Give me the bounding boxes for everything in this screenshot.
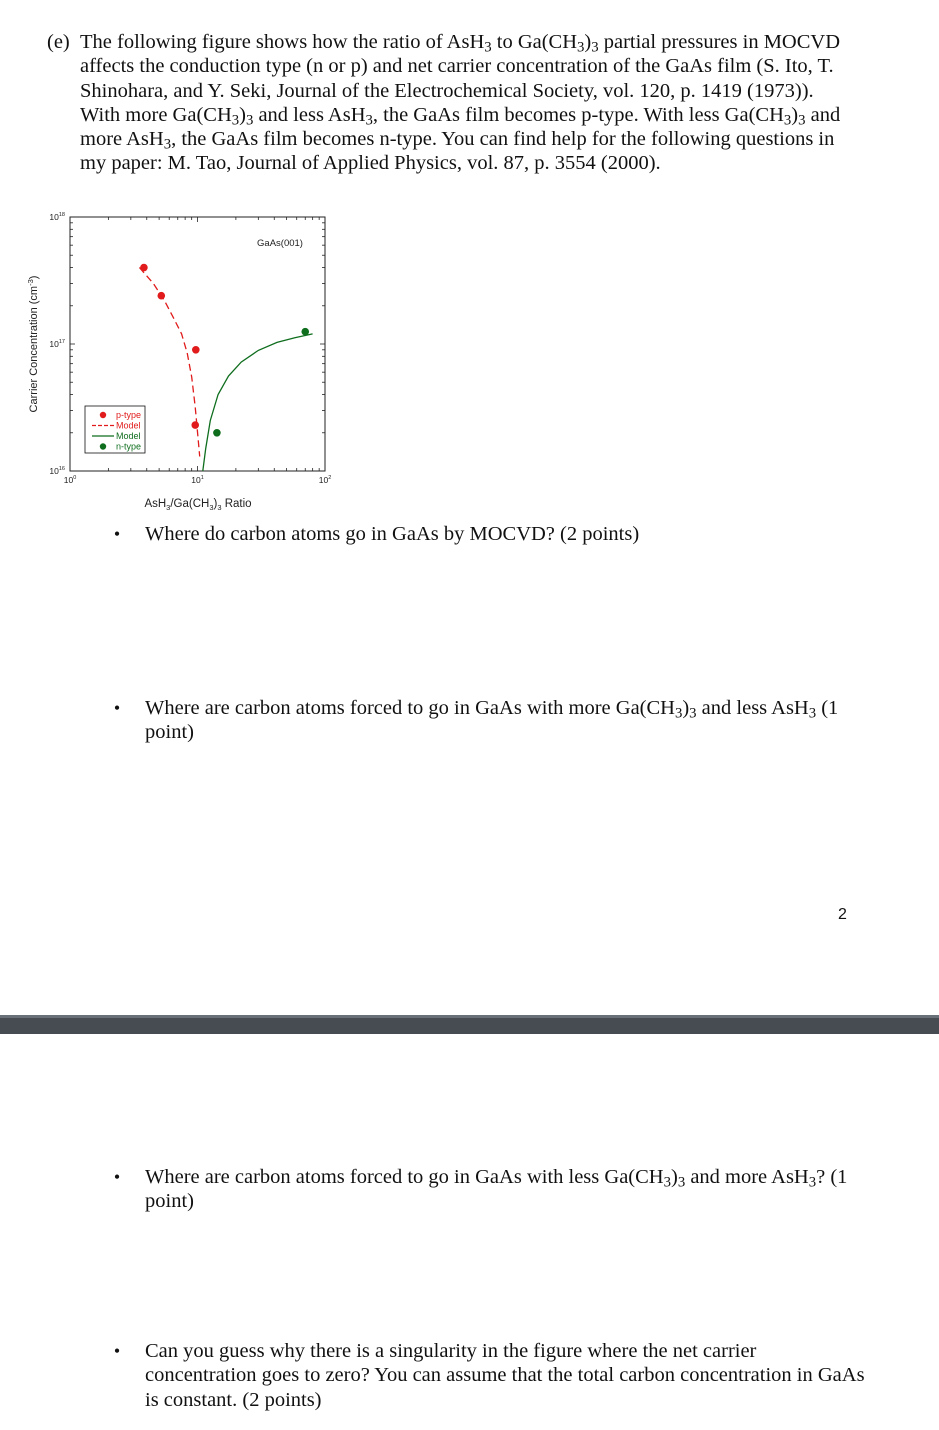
legend-marker <box>100 443 106 449</box>
x-axis-label: $AsH_3/Ga(CH_3)_3$ Ratio <box>144 498 252 512</box>
page-separator <box>0 1015 939 1034</box>
question-text: Where do carbon atoms go in GaAs by MOCVD? (2 points) <box>145 523 640 545</box>
chart-svg <box>0 200 360 520</box>
problem-body: The following figure shows how the ratio of AsH$_3$ to $Ga(CH_3)_3$ partial pressures in MOCVD affects the conduction type (n or p) and net carrier concentration of the GaAs film (S. Ito, T. Shinohara, and Y. Seki, Journal of the Electrochemical Society, vol. 120, p. 1419 (1973)). With more $Ga(CH_3)_3$ and less AsH$_3$, the GaAs film becomes p-type. With less $Ga(CH_3)_3$ and more AsH$_3$, the GaAs film becomes n-type. You can find help for the following questions in my paper: M. Tao, Journal of Applied Physics, vol. 87, p. 3554 (2000). <box>80 31 841 175</box>
question-item <box>112 1339 872 1412</box>
data-point-p-type <box>140 264 148 272</box>
legend-label: p-type <box>116 410 142 420</box>
bullet-point: • <box>113 1167 121 1187</box>
question-text: Where are carbon atoms forced to go in GaAs with more $Ga(CH_3)_3$ and less AsH$_3$ (1 point) <box>145 697 839 744</box>
legend-marker <box>100 412 106 418</box>
question-item <box>112 522 872 546</box>
question-text: Where are carbon atoms forced to go in GaAs with less $Ga(CH_3)_3$ and more AsH$_3$? (1 point) <box>145 1166 848 1213</box>
question-text: Can you guess why there is a singularity in the figure where the net carrier concentration goes to zero? You can assume that the total carbon concentration in GaAs is constant. (2 points) <box>145 1340 865 1411</box>
problem-paragraph <box>47 30 847 176</box>
legend-label: Model <box>116 420 141 431</box>
p-type-model-line <box>139 268 199 457</box>
data-point-n-type <box>213 429 221 437</box>
question-item <box>112 696 872 745</box>
problem-label: (e) <box>47 31 70 53</box>
data-point-p-type <box>192 346 200 354</box>
data-point-p-type <box>191 421 199 429</box>
x-tick-label: $10^0$ <box>63 475 77 485</box>
n-type-model-line <box>203 334 313 471</box>
bullet-point: • <box>113 698 121 718</box>
question-item <box>112 1165 872 1214</box>
data-point-n-type <box>301 328 309 336</box>
y-tick-label: $10^{16}$ <box>49 466 65 476</box>
data-point-p-type <box>157 292 165 300</box>
bullet-point: • <box>113 1341 121 1361</box>
x-tick-label: $10^2$ <box>318 475 332 485</box>
carrier-concentration-chart <box>0 200 360 520</box>
legend-label: Model <box>116 431 141 441</box>
y-tick-label: $10^{17}$ <box>49 339 65 349</box>
x-tick-label: $10^1$ <box>191 475 204 485</box>
y-tick-label: $10^{18}$ <box>49 212 65 222</box>
y-axis-label: Carrier Concentration $(cm^{-3})$ <box>26 275 40 413</box>
legend-label: n-type <box>116 441 142 452</box>
page-number: 2 <box>838 906 847 923</box>
bullet-point: • <box>113 524 121 544</box>
chart-annotation: GaAs(001) <box>257 238 303 249</box>
